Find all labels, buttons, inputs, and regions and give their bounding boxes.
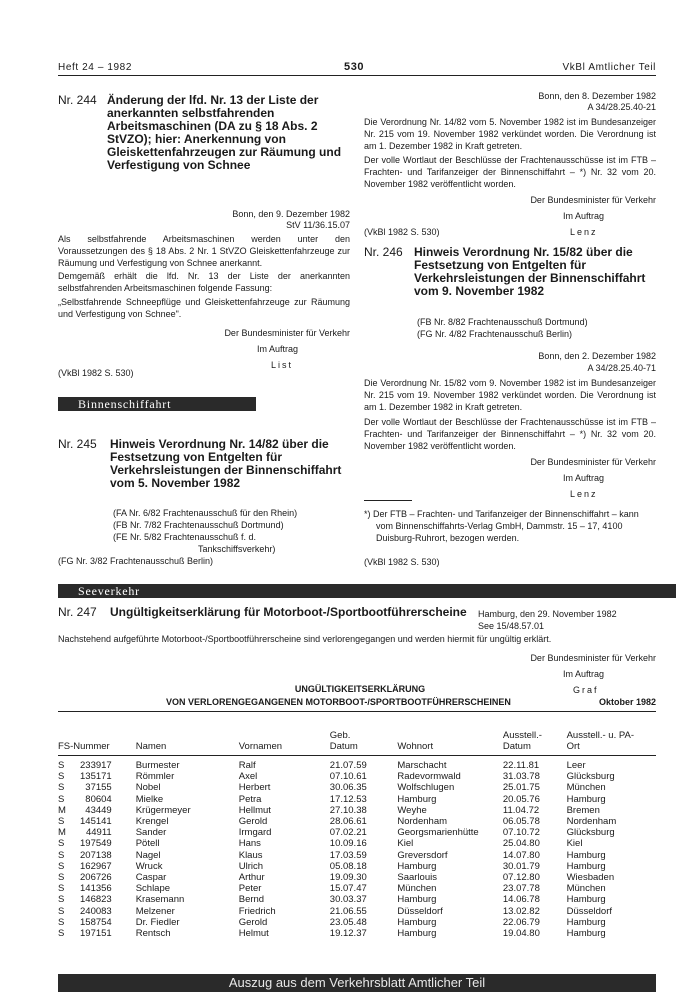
row-issue-date: 11.04.72: [502, 804, 540, 816]
row-residence: Hamburg: [397, 916, 437, 928]
row-issue-date: 07.10.72: [502, 827, 540, 839]
n244-para2: Demgemäß erhält die lfd. Nr. 13 der Liste der anerkannten selbstfahrenden Arbeitsmaschinen folgende Fassung:: [58, 271, 350, 293]
n246-sign2: Im Auftrag: [563, 473, 605, 483]
row-residence: Greversdorf: [397, 849, 448, 861]
row-residence: Kiel: [397, 838, 414, 850]
n246-para2: Der volle Wortlaut der Beschlüsse der Frachtenausschüsse ist im FTB – Frachten- und Tarifanzeiger der Binnenschiffahrt – *) Nr. 32 vom 20. November 1982 veröffentlicht worden.: [364, 417, 656, 451]
n244-para1: Als selbstfahrende Arbeitsmaschinen werden unter den Voraussetzungen des § 18 Abs. 2 Nr. 1 StVZO Gleiskettenfahrzeuge zur Räumung und Verfestigung von Schnee anerkannt.: [58, 234, 350, 268]
n245-sign1: Der Bundesminister für Verkehr: [530, 195, 656, 205]
row-fs-number: 158754: [80, 916, 112, 928]
row-type: S: [58, 916, 65, 928]
licence-table: [58, 724, 658, 939]
row-firstname: Irmgard: [238, 827, 272, 839]
row-birthdate: 23.05.48: [329, 916, 367, 928]
n245-line3: (FE Nr. 5/82 Frachtenausschuß f. d.: [113, 532, 257, 542]
table-date: Oktober 1982: [598, 697, 656, 707]
row-issue-date: 20.05.76: [502, 793, 540, 805]
n245-line2: (FB Nr. 7/82 Frachtenausschuß Dortmund): [113, 520, 284, 530]
row-residence: Georgsmarienhütte: [397, 827, 479, 839]
row-birthdate: 17.12.53: [329, 793, 367, 805]
row-name: Pötell: [135, 838, 160, 850]
row-birthdate: 30.06.35: [329, 782, 367, 794]
table-top-rule: [58, 711, 656, 712]
n244-sign1: Der Bundesminister für Verkehr: [224, 328, 350, 338]
row-residence: Hamburg: [397, 793, 437, 805]
row-birthdate: 15.07.47: [329, 883, 367, 895]
n246-place-date: Bonn, den 2. Dezember 1982: [538, 351, 656, 361]
row-issue-date: 25.01.75: [502, 782, 540, 794]
row-fs-number: 80604: [85, 793, 112, 805]
header-rule: [58, 75, 656, 76]
row-fs-number: 44911: [85, 827, 112, 839]
row-issue-date: 25.04.80: [502, 838, 540, 850]
row-type: S: [58, 793, 65, 805]
row-type: S: [58, 905, 65, 917]
row-name: Schlape: [135, 883, 171, 895]
row-residence: Hamburg: [397, 928, 437, 940]
n246-footnote: *) Der FTB – Frachten- und Tarifanzeiger der Binnenschiffahrt – kann vom Binnenschiffahrts-Verlag GmbH, Dammstr. 15 – 17, 4100 Duisburg-Ruhrort, bezogen werden.: [364, 509, 639, 543]
n245-line5: (FG Nr. 3/82 Frachtenausschuß Berlin): [58, 556, 214, 566]
row-birthdate: 19.09.30: [329, 872, 367, 884]
col-fs-nummer: FS-Nummer: [58, 741, 110, 752]
row-firstname: Gerold: [238, 816, 268, 828]
row-residence: Radevormwald: [397, 771, 461, 783]
row-name: Wruck: [135, 860, 163, 872]
section-bar-seeverkehr: Seeverkehr: [58, 584, 676, 598]
n244-cite: (VkBl 1982 S. 530): [58, 368, 134, 378]
row-birthdate: 10.09.16: [329, 838, 367, 850]
row-birthdate: 07.02.21: [329, 827, 367, 839]
table-title-2: VON VERLORENGEGANGENEN MOTORBOOT-/SPORTBOOTFÜHRERSCHEINEN: [166, 697, 511, 707]
row-issue-date: 22.06.79: [502, 916, 540, 928]
n245-ref: A 34/28.25.40-21: [587, 102, 656, 112]
row-name: Krügermeyer: [135, 804, 191, 816]
table-row: [58, 917, 658, 928]
row-birthdate: 21.07.59: [329, 760, 367, 771]
row-name: Sander: [135, 827, 167, 839]
n246-ref: A 34/28.25.40-71: [587, 363, 656, 373]
row-birthdate: 05.08.18: [329, 860, 367, 872]
n245-sign3: Lenz: [570, 227, 598, 237]
row-name: Caspar: [135, 872, 167, 884]
row-issue-date: 30.01.79: [502, 860, 540, 872]
n245-place-date: Bonn, den 8. Dezember 1982: [538, 91, 656, 101]
row-firstname: Ulrich: [238, 860, 264, 872]
footnote-rule: [364, 500, 412, 501]
col-ausstell-datum: Ausstell.-Datum: [502, 730, 542, 752]
row-firstname: Hellmut: [238, 804, 271, 816]
footer-banner: Auszug aus dem Verkehrsblatt Amtlicher Teil: [58, 974, 656, 992]
row-fs-number: 141356: [80, 883, 112, 895]
n246-number: Nr. 246: [364, 245, 403, 259]
row-residence: Marschacht: [397, 760, 447, 771]
table-row: [58, 838, 658, 849]
table-row: [58, 906, 658, 917]
n244-para3: „Selbstfahrende Schneepflüge und Gleiskettenfahrzeuge zur Räumung und Verfestigung von Schnee".: [58, 297, 350, 319]
col-wohnort: Wohnort: [397, 741, 434, 752]
n246-cite: (VkBl 1982 S. 530): [364, 557, 440, 567]
table-row: [58, 816, 658, 827]
col-geb-datum: Geb. Datum: [329, 730, 358, 752]
n244-place-date: Bonn, den 9. Dezember 1982: [232, 209, 350, 219]
row-fs-number: 162967: [80, 860, 112, 872]
row-name: Mielke: [135, 793, 164, 805]
row-residence: Düsseldorf: [397, 905, 443, 917]
row-type: S: [58, 816, 65, 828]
table-row: [58, 760, 658, 771]
row-type: M: [58, 827, 66, 839]
journal-label: VkBl Amtlicher Teil: [562, 62, 656, 73]
row-issue-place: Hamburg: [566, 916, 606, 928]
col-vornamen: Vornamen: [238, 741, 283, 752]
row-issue-date: 19.04.80: [502, 928, 540, 940]
table-row: [58, 805, 658, 816]
row-name: Nobel: [135, 782, 161, 794]
row-issue-place: Hamburg: [566, 849, 606, 861]
row-type: S: [58, 849, 65, 861]
row-name: Krasemann: [135, 894, 185, 906]
row-name: Burmester: [135, 760, 180, 771]
n245-para2: Der volle Wortlaut der Beschlüsse der Frachtenausschüsse ist im FTB – Frachten- und Tarifanzeiger der Binnenschiffahrt – *) Nr. 32 vom 20. November 1982 veröffentlicht worden.: [364, 155, 656, 189]
n246-sign1: Der Bundesminister für Verkehr: [530, 457, 656, 467]
table-row: [58, 782, 658, 793]
n245-para1: Die Verordnung Nr. 14/82 vom 5. November 1982 ist im Bundesanzeiger Nr. 215 vom 19. November 1982 verkündet worden. Die Verordnung ist am 1. Dezember 1982 in Kraft getreten.: [364, 117, 656, 151]
row-issue-date: 23.07.78: [502, 883, 540, 895]
row-firstname: Klaus: [238, 849, 263, 861]
page-number: 530: [344, 61, 365, 73]
n246-title: Hinweis Verordnung Nr. 15/82 über die Festsetzung von Entgelten für Verkehrsleistungen der Binnenschiffahrt vom 9. November 1982: [414, 245, 646, 298]
n247-sign2: Im Auftrag: [563, 669, 605, 679]
row-firstname: Hans: [238, 838, 261, 850]
row-fs-number: 37155: [85, 782, 112, 794]
row-fs-number: 233917: [80, 760, 112, 771]
row-fs-number: 146823: [80, 894, 112, 906]
row-residence: Hamburg: [397, 860, 437, 872]
row-issue-date: 22.11.81: [502, 760, 540, 771]
row-issue-place: Hamburg: [566, 793, 606, 805]
row-fs-number: 43449: [85, 804, 112, 816]
row-issue-place: Hamburg: [566, 894, 606, 906]
row-firstname: Herbert: [238, 782, 271, 794]
row-name: Römmler: [135, 771, 175, 783]
row-type: S: [58, 760, 65, 771]
row-residence: Saarlouis: [397, 872, 437, 884]
row-name: Rentsch: [135, 928, 171, 940]
row-type: S: [58, 883, 65, 895]
row-issue-place: Glücksburg: [566, 771, 615, 783]
table-row: [58, 850, 658, 861]
row-issue-place: Glücksburg: [566, 827, 615, 839]
row-name: Krengel: [135, 816, 169, 828]
n247-intro: Nachstehend aufgeführte Motorboot-/Sportbootführerscheine sind verlorengegangen und werden hiermit für ungültig erklärt.: [58, 634, 552, 644]
row-issue-place: Hamburg: [566, 860, 606, 872]
n244-sign3: List: [271, 360, 294, 370]
table-row: [58, 861, 658, 872]
row-firstname: Ralf: [238, 760, 256, 771]
n247-place-date: Hamburg, den 29. November 1982: [478, 609, 617, 619]
row-type: S: [58, 782, 65, 794]
row-issue-place: Kiel: [566, 838, 583, 850]
n244-number: Nr. 244: [58, 93, 97, 107]
row-issue-place: Bremen: [566, 804, 600, 816]
row-type: S: [58, 928, 65, 940]
table-row: [58, 827, 658, 838]
row-birthdate: 30.03.37: [329, 894, 367, 906]
row-residence: Hamburg: [397, 894, 437, 906]
row-fs-number: 135171: [80, 771, 112, 783]
row-issue-date: 31.03.78: [502, 771, 540, 783]
table-row: [58, 794, 658, 805]
n247-ref: See 15/48.57.01: [478, 621, 545, 631]
row-name: Nagel: [135, 849, 161, 861]
row-type: S: [58, 894, 65, 906]
row-firstname: Bernd: [238, 894, 265, 906]
n245-number: Nr. 245: [58, 437, 97, 451]
row-firstname: Friedrich: [238, 905, 276, 917]
table-row: [58, 883, 658, 894]
col-ausstell-ort: Ausstell.- u. PA-Ort: [566, 730, 634, 752]
row-birthdate: 17.03.59: [329, 849, 367, 861]
table-row: [58, 872, 658, 883]
row-type: M: [58, 804, 66, 816]
row-type: S: [58, 872, 65, 884]
row-firstname: Helmut: [238, 928, 269, 940]
n244-ref: StV 11/36.15.07: [286, 220, 350, 230]
row-residence: Wolfschlugen: [397, 782, 455, 794]
n246-line1: (FB Nr. 8/82 Frachtenausschuß Dortmund): [417, 317, 588, 327]
n247-sign1: Der Bundesminister für Verkehr: [530, 653, 656, 663]
row-fs-number: 197549: [80, 838, 112, 850]
row-birthdate: 21.06.55: [329, 905, 367, 917]
row-fs-number: 240083: [80, 905, 112, 917]
row-fs-number: 197151: [80, 928, 112, 940]
n247-number: Nr. 247: [58, 605, 97, 619]
row-issue-date: 07.12.80: [502, 872, 540, 884]
row-issue-date: 13.02.82: [502, 905, 540, 917]
row-name: Dr. Fiedler: [135, 916, 180, 928]
row-issue-date: 14.06.78: [502, 894, 540, 906]
row-firstname: Axel: [238, 771, 258, 783]
table-row: [58, 928, 658, 939]
row-firstname: Peter: [238, 883, 262, 895]
table-spacer: [58, 752, 658, 760]
n246-line2: (FG Nr. 4/82 Frachtenausschuß Berlin): [417, 329, 573, 339]
row-residence: Nordenham: [397, 816, 448, 828]
row-fs-number: 206726: [80, 872, 112, 884]
table-title-1: UNGÜLTIGKEITSERKLÄRUNG: [294, 684, 426, 694]
row-type: S: [58, 860, 65, 872]
row-issue-place: Nordenham: [566, 816, 617, 828]
section-bar-binnenschiffahrt: Binnenschiffahrt: [58, 397, 256, 411]
row-fs-number: 207138: [80, 849, 112, 861]
n246-sign3: Lenz: [570, 489, 598, 499]
row-issue-place: München: [566, 883, 606, 895]
row-birthdate: 28.06.61: [329, 816, 367, 828]
row-residence: Weyhe: [397, 804, 427, 816]
row-residence: München: [397, 883, 437, 895]
table-row: [58, 894, 658, 905]
row-issue-date: 14.07.80: [502, 849, 540, 861]
row-issue-place: Hamburg: [566, 928, 606, 940]
n244-title: Änderung der lfd. Nr. 13 der Liste der anerkannten selbstfahrenden Arbeitsmaschinen (DA zu § 18 Abs. 2 StVZO); hier: Anerkennung von Gleiskettenfahrzeugen zur Räumung und Verfestigung von Schnee: [107, 93, 342, 172]
table-row: [58, 771, 658, 782]
licence-table-body: [58, 752, 658, 939]
n245-line1: (FA Nr. 6/82 Frachtenausschuß für den Rhein): [113, 508, 298, 518]
n245-title: Hinweis Verordnung Nr. 14/82 über die Festsetzung von Entgelten für Verkehrsleistungen der Binnenschiffahrt vom 5. November 1982: [110, 437, 342, 490]
row-birthdate: 19.12.37: [329, 928, 367, 940]
row-issue-place: Düsseldorf: [566, 905, 613, 917]
n245-cite: (VkBl 1982 S. 530): [364, 227, 440, 237]
table-header-rule: [58, 755, 656, 756]
n244-sign2: Im Auftrag: [257, 344, 299, 354]
col-namen: Namen: [135, 741, 167, 752]
n246-para1: Die Verordnung Nr. 15/82 vom 9. November 1982 ist im Bundesanzeiger Nr. 215 vom 19. November 1982 verkündet worden. Die Verordnung ist am 1. Dezember 1982 in Kraft getreten.: [364, 378, 656, 412]
n247-sign3: Graf: [573, 685, 599, 695]
row-name: Melzener: [135, 905, 175, 917]
row-type: S: [58, 771, 65, 783]
row-fs-number: 145141: [80, 816, 112, 828]
n245-sign2: Im Auftrag: [563, 211, 605, 221]
row-firstname: Gerold: [238, 916, 268, 928]
row-firstname: Petra: [238, 793, 262, 805]
row-issue-place: Leer: [566, 760, 586, 771]
row-issue-date: 06.05.78: [502, 816, 540, 828]
row-type: S: [58, 838, 65, 850]
issue-label: Heft 24 – 1982: [58, 62, 133, 73]
row-firstname: Arthur: [238, 872, 265, 884]
n247-title: Ungültigkeitserklärung für Motorboot-/Sportbootführerscheine: [110, 605, 467, 619]
row-birthdate: 27.10.38: [329, 804, 367, 816]
n245-line4: Tankschiffsverkehr): [198, 544, 276, 554]
row-issue-place: München: [566, 782, 606, 794]
row-issue-place: Wiesbaden: [566, 872, 615, 884]
row-birthdate: 07.10.61: [329, 771, 367, 783]
